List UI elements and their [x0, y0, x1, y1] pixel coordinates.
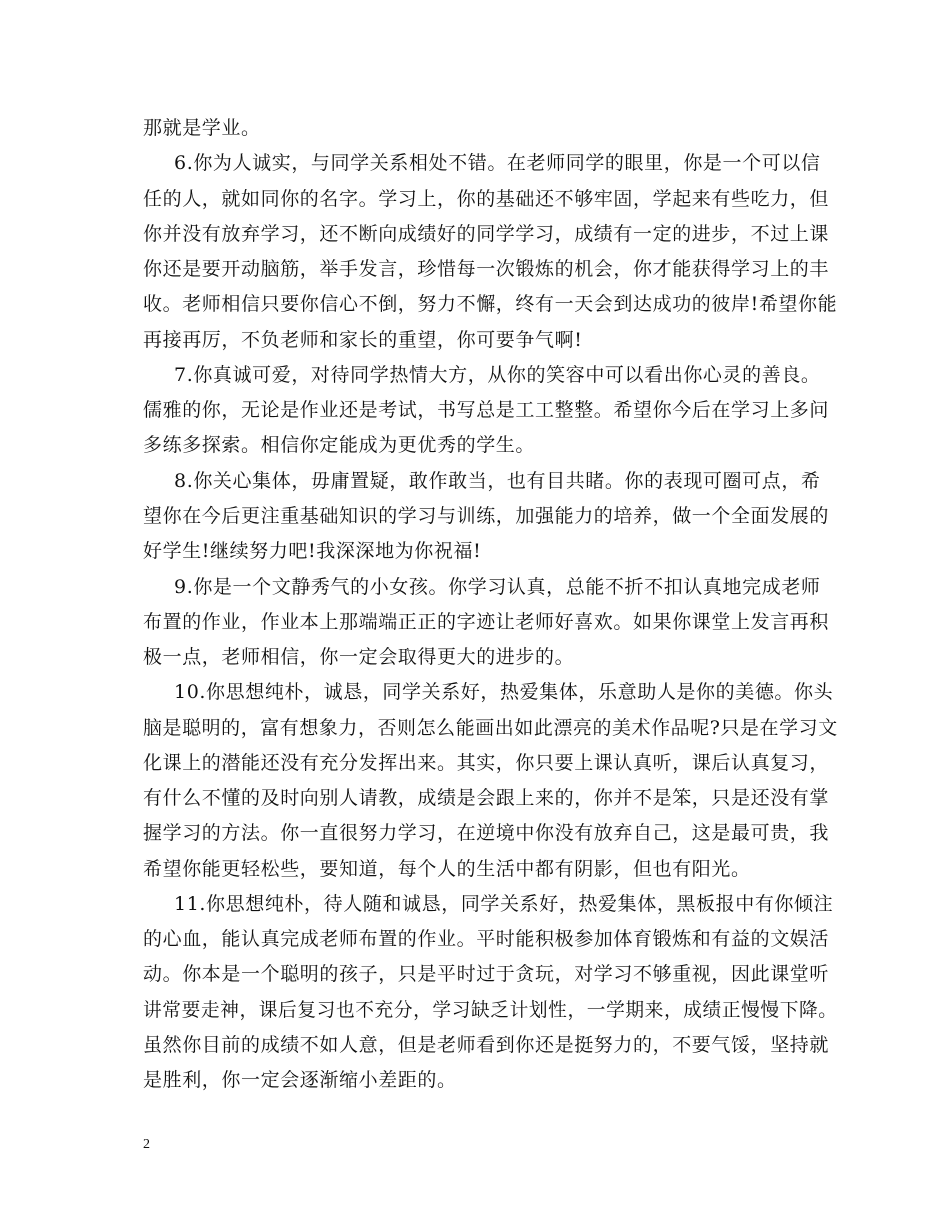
paragraph-7-start: 7.你真诚可爱，对待同学热情大方，从你的笑容中可以看出你心灵的善良。	[174, 364, 821, 386]
text-line: 脑是聪明的，富有想象力，否则怎么能画出如此漂亮的美术作品呢?只是在学习文	[143, 717, 838, 739]
text-line: 好学生!继续努力吧!我深深地为你祝福!	[143, 540, 482, 562]
text-line: 再接再厉，不负老师和家长的重望，你可要争气啊!	[143, 329, 583, 351]
paragraph-6-start: 6.你为人诚实，与同学关系相处不错。在老师同学的眼里，你是一个可以信	[174, 152, 821, 174]
text-line: 的心血，能认真完成老师布置的作业。平时能积极参加体育锻炼和有益的文娱活	[143, 928, 830, 950]
text-line: 收。老师相信只要你信心不倒，努力不懈，终有一天会到达成功的彼岸!希望你能	[143, 293, 838, 315]
text-line: 讲常要走神，课后复习也不充分，学习缺乏计划性，一学期来，成绩正慢慢下降。	[143, 999, 838, 1021]
text-line: 动。你本是一个聪明的孩子，只是平时过于贪玩，对学习不够重视，因此课堂听	[143, 963, 830, 985]
text-line: 那就是学业。	[143, 117, 261, 139]
text-line: 是胜利，你一定会逐渐缩小差距的。	[143, 1069, 457, 1091]
paragraph-9-start: 9.你是一个文静秀气的小女孩。你学习认真，总能不折不扣认真地完成老师	[174, 576, 821, 598]
text-line: 任的人，就如同你的名字。学习上，你的基础还不够牢固，学起来有些吃力，但	[143, 188, 830, 210]
text-line: 多练多探索。相信你定能成为更优秀的学生。	[143, 434, 536, 456]
text-line: 你还是要开动脑筋，举手发言，珍惜每一次锻炼的机会，你才能获得学习上的丰	[143, 258, 830, 280]
text-line: 虽然你目前的成绩不如人意，但是老师看到你还是挺努力的，不要气馁，坚持就	[143, 1034, 830, 1056]
text-line: 极一点，老师相信，你一定会取得更大的进步的。	[143, 646, 575, 668]
text-line: 化课上的潜能还没有充分发挥出来。其实，你只要上课认真听，课后认真复习，	[143, 752, 830, 774]
text-line: 有什么不懂的及时向别人请教，成绩是会跟上来的，你并不是笨，只是还没有掌	[143, 787, 830, 809]
page-number: 2	[143, 1137, 150, 1152]
text-line: 希望你能更轻松些，要知道，每个人的生活中都有阴影，但也有阳光。	[143, 858, 751, 880]
text-line: 握学习的方法。你一直很努力学习，在逆境中你没有放弃自己，这是最可贵，我	[143, 822, 830, 844]
text-line: 布置的作业，作业本上那端端正正的字迹让老师好喜欢。如果你课堂上发言再积	[143, 611, 830, 633]
text-line: 你并没有放弃学习，还不断向成绩好的同学学习，成绩有一定的进步，不过上课	[143, 223, 830, 245]
paragraph-8-start: 8.你关心集体，毋庸置疑，敢作敢当，也有目共睹。你的表现可圈可点，希	[174, 470, 821, 492]
text-line: 望你在今后更注重基础知识的学习与训练，加强能力的培养，做一个全面发展的	[143, 505, 830, 527]
paragraph-10-start: 10.你思想纯朴，诚恳，同学关系好，热爱集体，乐意助人是你的美德。你头	[174, 681, 834, 703]
text-line: 儒雅的你，无论是作业还是考试，书写总是工工整整。希望你今后在学习上多问	[143, 399, 830, 421]
paragraph-11-start: 11.你思想纯朴，待人随和诚恳，同学关系好，热爱集体，黑板报中有你倾注	[174, 893, 834, 915]
